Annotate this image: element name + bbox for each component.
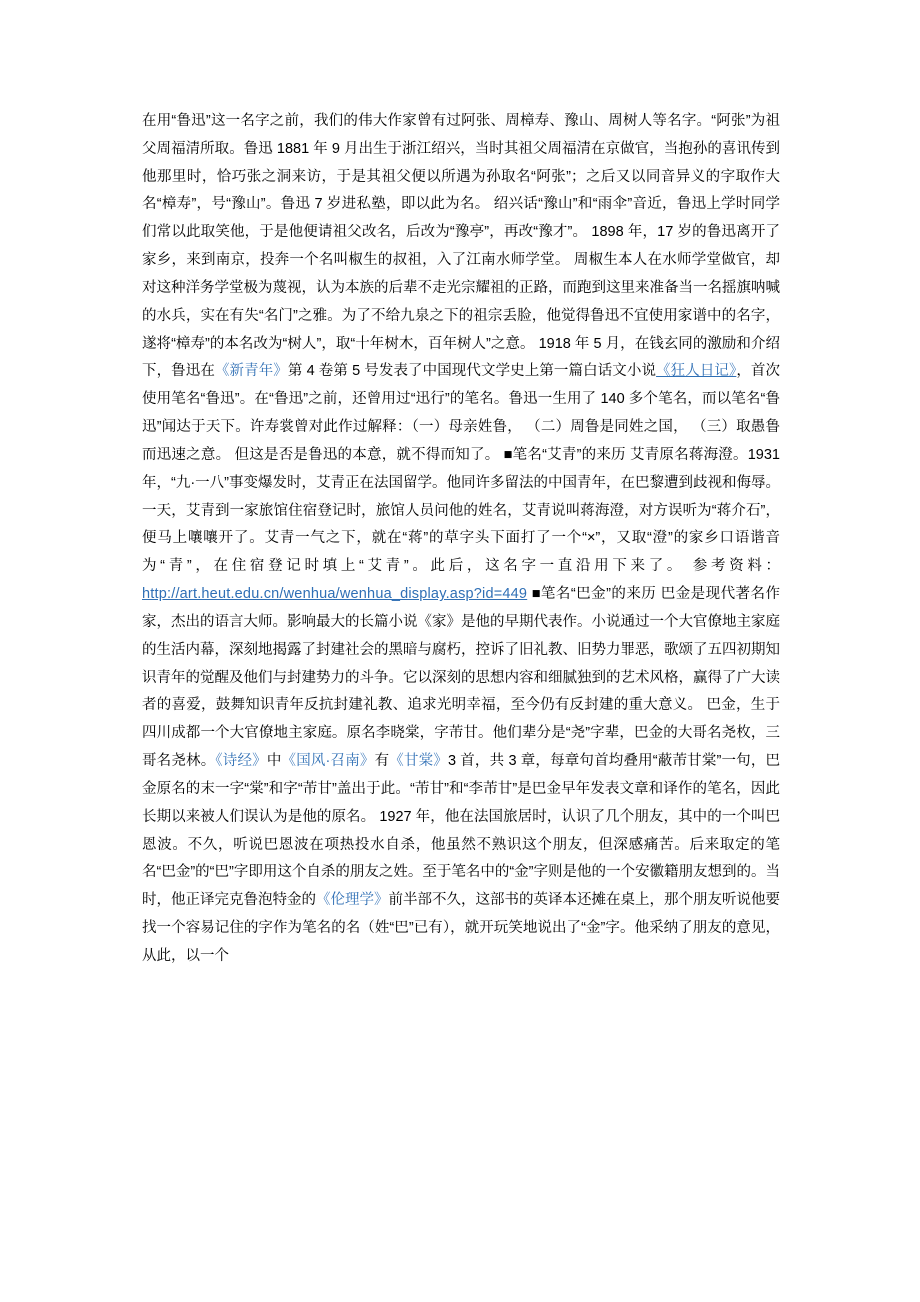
text-run: 有 bbox=[374, 753, 390, 770]
paragraph bbox=[142, 108, 780, 971]
document-body bbox=[142, 108, 780, 971]
inline-link[interactable]: 《诗经》 bbox=[215, 753, 267, 770]
text-run: ，首次使用笔名“鲁迅”。在“鲁迅”之前，还曾用过“迅行”的笔名。鲁迅一生用了 140 多个笔名，而以笔名“鲁迅”闻达于天下。许寿裳曾对此作过解释：（一）母亲姓鲁， （二）周鲁是同姓之国， （三）取愚鲁而迅速之意。 但这是否是鲁迅的本意，就不得而知了。 ■笔名“艾青”的来历 艾青原名蒋海澄。1931 年，“九·一八”事变爆发时，艾青正在法国留学。他同许多留法的中国青年，在巴黎遭到歧视和侮辱。一天，艾青到一家旅馆住宿登记时，旅馆人员问他的姓名，艾青说叫蒋海澄，对方误听为“蒋介石”，便马上嚷嚷开了。艾青一气之下，就在“蒋”的草字头下面打了一个“×”，又取“澄”的家乡口语谐音为“青”，在住宿登记时填上“艾青”。此后，这名字一直沿用下来了。 参考资料： bbox=[142, 363, 781, 575]
text-run: 3 首，共 3 章，每章句首均叠用“蔽芾甘棠”一句，巴金原名的末一字“棠”和字“芾甘”盖出于此。“芾甘”和“李芾甘”是巴金早年发表文章和译作的笔名，因此长期以来被人们误认为是他的原名。 1927 年，他在法国旅居时，认识了几个朋友，其中的一个叫巴恩波。不久，听说巴恩波在项热投水自杀，他虽然不熟识这个朋友，但深感痛苦。后来取定的笔名“巴金”的“巴”字即用这个自杀的朋友之姓。至于笔名中的“金”字则是他的一个安徽籍朋友想到的。当时，他正译完克鲁泡特金的 bbox=[142, 753, 781, 909]
inline-link[interactable]: 《国风·召南》 bbox=[281, 753, 375, 770]
inline-link[interactable]: 《甘棠》 bbox=[389, 753, 448, 770]
inline-link[interactable]: 《新青年》 bbox=[214, 363, 288, 380]
text-run: 在用“鲁迅”这一名字之前，我们的伟大作家曾有过阿张、周樟寿、豫山、周树人等名字。“阿张”为祖父周福清所取。鲁迅 1881 年 9 月出生于浙江绍兴，当时其祖父周福清在京做官，当抱孙的喜讯传到他那里时，恰巧张之洞来访，于是其祖父便以所遇为孙取名“阿张”；之后又以同音异义的字取作大名“樟寿”，号“豫山”。鲁迅 7 岁进私塾，即以此为名。 绍兴话“豫山”和“雨伞”音近，鲁迅上学时同学们常以此取笑他，于是他便请祖父改名，后改为“豫亭”，再改“豫才”。 1898 年，17 岁的鲁迅离开了家乡，来到南京，投奔一个名叫椒生的叔祖，入了江南水师学堂。 周椒生本人在水师学堂做官，却对这种洋务学堂极为蔑视，认为本族的后辈不走光宗耀祖的正路，而跑到这里来准备当一名摇旗呐喊的水兵，实在有失“名门”之雅。为了不给九泉之下的祖宗丢脸，他觉得鲁迅不宜使用家谱中的名字，遂将“樟寿”的本名改为“树人”，取“十年树木，百年树人”之意。 1918 年 5 月，在钱玄同的激励和介绍下，鲁迅在 bbox=[142, 113, 780, 380]
text-run: 中 bbox=[266, 753, 282, 770]
inline-link[interactable]: 《伦理学》 bbox=[316, 892, 389, 909]
external-url-link[interactable]: http://art.heut.edu.cn/wenhua/wenhua_display.asp?id=449 bbox=[142, 586, 528, 603]
text-run: 第 4 卷第 5 号发表了中国现代文学史上第一篇白话文小说 bbox=[287, 363, 657, 380]
text-run: 前半部不久，这部书的英译本还摊在桌上，那个朋友听说他要找一个容易记住的字作为笔名的名（姓“巴”已有），就开玩笑地说出了“金”字。他采纳了朋友的意见，从此，以一个 bbox=[142, 892, 780, 964]
text-run: ■笔名“巴金”的来历 巴金是现代著名作家，杰出的语言大师。影响最大的长篇小说《家》是他的早期代表作。小说通过一个大官僚地主家庭的生活内幕，深刻地揭露了封建社会的黑暗与腐朽，控诉了旧礼教、旧势力罪恶，歌颂了五四初期知识青年的觉醒及他们与封建势力的斗争。它以深刻的思想内容和细腻独到的艺术风格，赢得了广大读者的喜爱，鼓舞知识青年反抗封建礼教、追求光明幸福，至今仍有反封建的重大意义。 巴金，生于四川成都一个大官僚地主家庭。原名李晓棠，字芾甘。他们辈分是“尧”字辈，巴金的大哥名尧枚，三哥名尧林。 bbox=[142, 586, 780, 770]
inline-link[interactable]: 《狂人日记》 bbox=[656, 363, 737, 380]
